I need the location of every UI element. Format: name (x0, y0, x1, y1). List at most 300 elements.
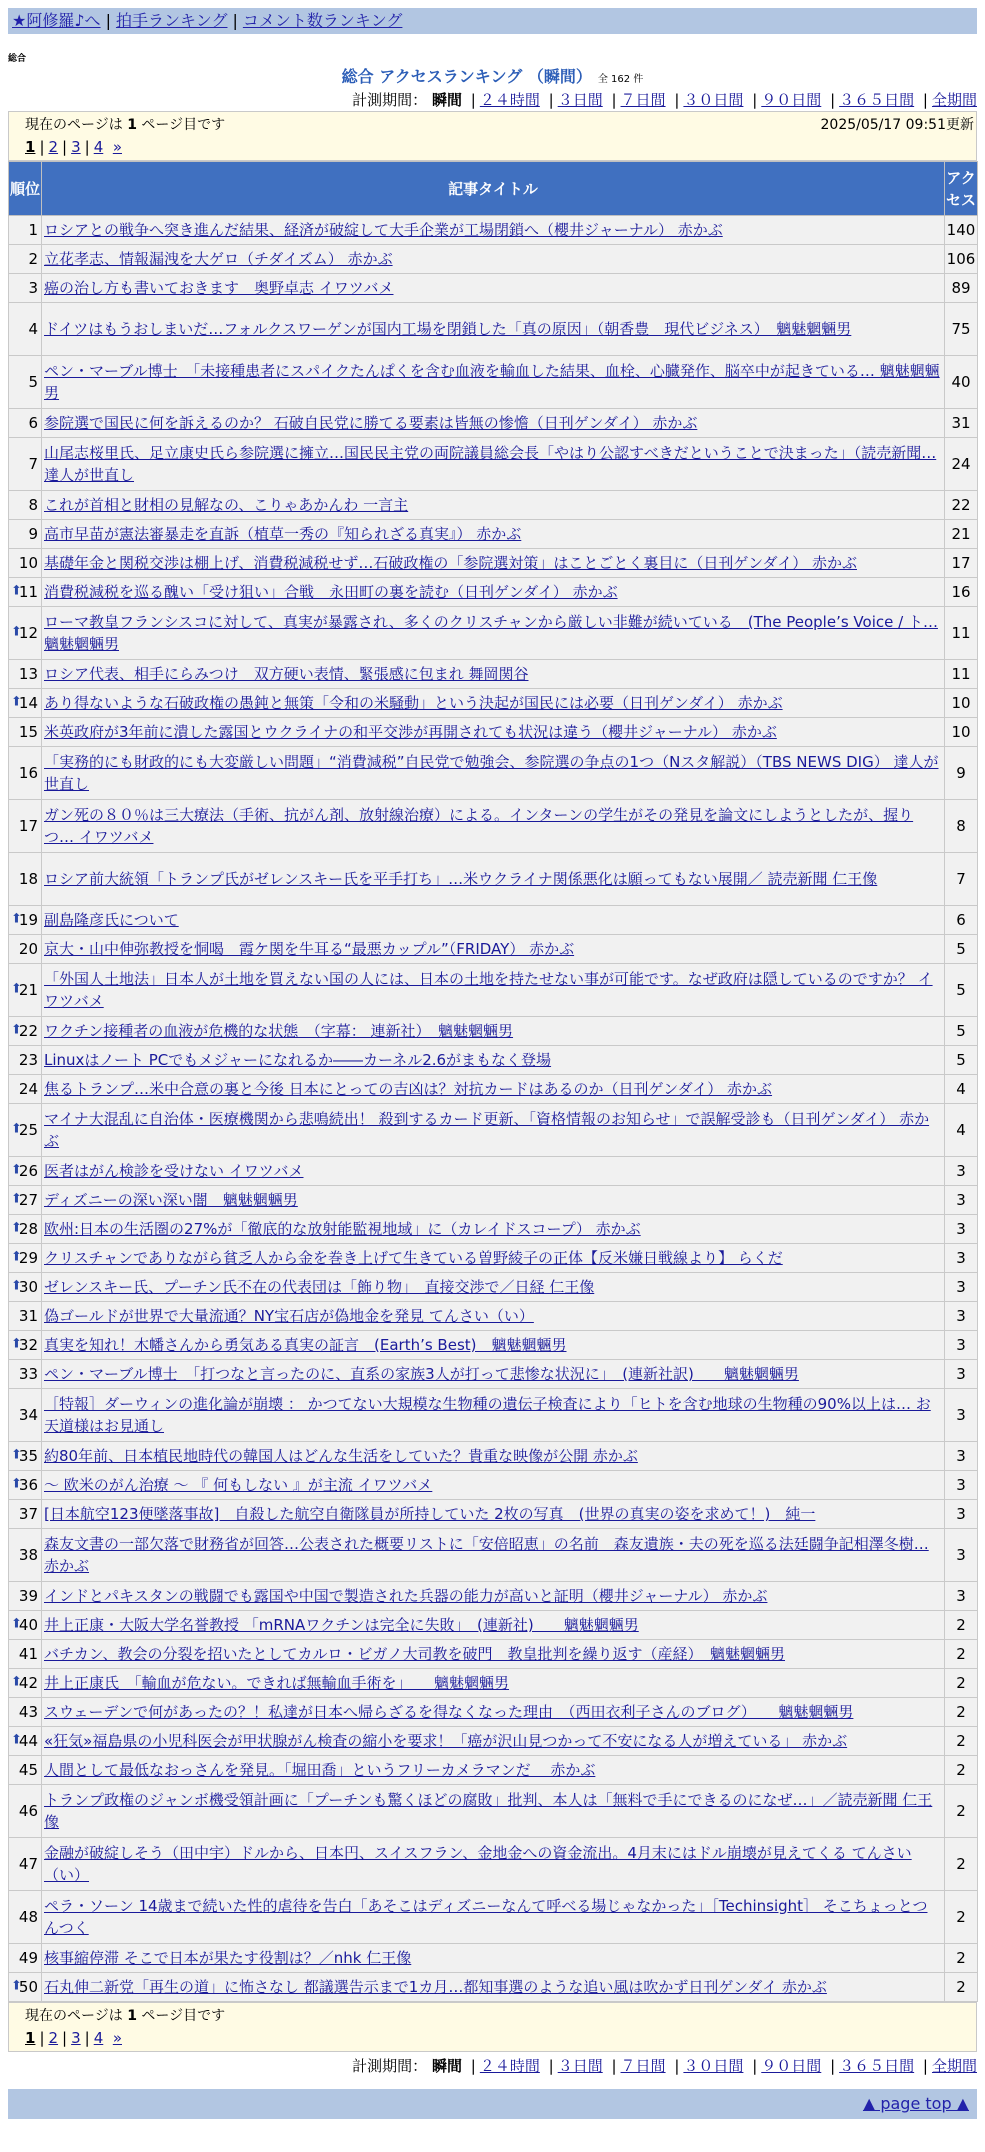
table-row (9, 303, 978, 356)
title-cell (42, 1046, 945, 1075)
title-cell (42, 578, 945, 607)
table-row (9, 1669, 978, 1698)
arrow-up-icon: ⬆ (11, 1476, 22, 1492)
page-link-3[interactable]: 3 (71, 2029, 81, 2047)
page-link-2[interactable]: 2 (48, 2029, 59, 2047)
article-link[interactable]: ワクチン接種者の血液が危機的な状態 （字幕： 連新社） 魑魅魍魎男 (44, 1022, 514, 1040)
article-link[interactable]: ガン死の８０％は三大療法（手術、抗がん剤、放射線治療）による。インターンの学生がその発見を論文にしようとしたが、握りつ… イワツバメ (44, 806, 914, 846)
access-count: 31 (945, 409, 978, 438)
access-count: 2 (945, 1891, 978, 1944)
period-link-365d[interactable]: ３６５日間 (839, 2057, 915, 2075)
rank-number: 36 (18, 1476, 38, 1494)
title-cell (42, 1838, 945, 1891)
rank-cell (9, 438, 42, 491)
article-link[interactable]: 山尾志桜里氏、足立康史氏ら参院選に擁立…国民民主党の両院議員総会長「やはり公認すべきだということで決まった」（読売新聞… 達人が世直し (44, 444, 937, 484)
rank-cell (9, 491, 42, 520)
period-current: 瞬間 (431, 2057, 462, 2075)
rank-number: 25 (18, 1121, 38, 1139)
title-cell (42, 800, 945, 853)
article-link[interactable]: 井上正康・大阪大学名誉教授 「mRNAワクチンは完全に失敗」 (連新社) 魑魅魍魎男 (44, 1616, 639, 1634)
article-link[interactable]: 立花孝志、情報漏洩を大ゲロ（チダイズム） 赤かぶ (44, 250, 393, 268)
rank-cell (9, 1157, 42, 1186)
title-cell (42, 1944, 945, 1973)
current-page-suffix: ページ目です (141, 117, 226, 133)
title-cell (42, 356, 945, 409)
comment-ranking-link[interactable]: コメント数ランキング (242, 11, 403, 30)
rank-cell (9, 1973, 42, 2002)
access-count: 11 (945, 660, 978, 689)
rank-number: 46 (18, 1802, 38, 1820)
access-count: 5 (945, 964, 978, 1017)
period-link-90d[interactable]: ９０日間 (761, 2057, 822, 2075)
table-row (9, 1186, 978, 1215)
arrow-up-icon: ⬆ (11, 1447, 22, 1463)
arrow-up-icon: ⬆ (11, 624, 22, 640)
rank-number: 17 (18, 817, 38, 835)
rank-number: 34 (18, 1406, 38, 1424)
article-link[interactable]: ドイツはもうおしまいだ…フォルクスワーゲンが国内工場を閉鎖した「真の原因」（朝香豊 現代ビジネス） 魑魅魍魎男 (44, 320, 852, 338)
title-cell (42, 1727, 945, 1756)
title-cell (42, 1244, 945, 1273)
rank-cell (9, 935, 42, 964)
title-cell (42, 1186, 945, 1215)
table-row (9, 1500, 978, 1529)
article-link[interactable]: «狂気»福島県の小児科医会が甲状腺がん検査の縮小を要求！「癌が沢山見つかって不安になる人が増えている」 赤かぶ (44, 1732, 848, 1750)
title-cell (42, 1471, 945, 1500)
article-link[interactable]: 「外国人土地法」日本人が土地を買えない国の人には、日本の土地を持たせない事が可能です。なぜ政府は隠しているのですか？ イワツバメ (44, 970, 933, 1010)
clap-ranking-link[interactable]: 拍手ランキング (115, 11, 228, 30)
article-link[interactable]: 真実を知れ！木幡さんから勇気ある真実の証言 (Earth’s Best) 魑魅魍魎男 (44, 1336, 567, 1354)
title-cell (42, 1500, 945, 1529)
table-row (9, 1611, 978, 1640)
title-cell (42, 853, 945, 906)
rank-cell (9, 1500, 42, 1529)
title-cell (42, 660, 945, 689)
access-count: 5 (945, 1017, 978, 1046)
period-link-30d[interactable]: ３０日間 (683, 91, 744, 109)
article-link[interactable]: これが首相と財相の見解なの、こりゃあかんわ 一言主 (44, 496, 409, 514)
column-rank-header: 順位 (9, 162, 42, 216)
arrow-up-icon: ⬆ (11, 694, 22, 710)
table-row (9, 274, 978, 303)
title-cell (42, 438, 945, 491)
rank-cell (9, 245, 42, 274)
current-page-info-bottom (25, 2006, 960, 2027)
access-count: 9 (945, 747, 978, 800)
rank-number: 12 (18, 624, 38, 642)
access-count: 5 (945, 1046, 978, 1075)
access-count: 2 (945, 1756, 978, 1785)
rank-number: 10 (18, 554, 38, 572)
article-link[interactable]: 偽ゴールドが世界で大量流通？NY宝石店が偽地金を発見 てんさい（い） (44, 1307, 534, 1325)
rank-cell (9, 1244, 42, 1273)
title-cell (42, 689, 945, 718)
rank-cell (9, 1360, 42, 1389)
rank-number: 48 (18, 1908, 38, 1926)
title-cell (42, 520, 945, 549)
period-link-all[interactable]: 全期間 (931, 91, 977, 109)
table-row (9, 491, 978, 520)
rank-number: 35 (18, 1447, 38, 1465)
current-page-text: 現在のページは (25, 2008, 123, 2024)
access-count: 3 (945, 1471, 978, 1500)
rank-number: 32 (18, 1336, 38, 1354)
article-link[interactable]: 金融が破綻しそう（田中宇）ドルから、日本円、スイスフラン、金地金への資金流出。4月末にはドル崩壊が見えてくる てんさい（い） (44, 1844, 912, 1884)
period-selector: 計測期間： 瞬間 | ２４時間 | ３日間 | ７日間 | ３０日間 | ９０日間 | ３６５日間 | 全期間 (352, 91, 977, 109)
rank-cell (9, 1669, 42, 1698)
article-link[interactable]: ～ 欧米のがん治療 ～ 『 何もしない 』が主流 イワツバメ (44, 1476, 433, 1494)
access-count: 6 (945, 906, 978, 935)
title-cell (42, 1698, 945, 1727)
rank-cell (9, 853, 42, 906)
rank-number: 28 (18, 1220, 38, 1238)
title-cell (42, 1302, 945, 1331)
rank-cell (9, 607, 42, 660)
rank-cell (9, 1389, 42, 1442)
page-title (0, 65, 985, 89)
table-row (9, 1582, 978, 1611)
title-cell (42, 747, 945, 800)
table-row (9, 438, 978, 491)
access-count: 3 (945, 1500, 978, 1529)
article-link[interactable]: 核事縮停滞 そこで日本が果たす役割は？／nhk 仁王像 (44, 1949, 412, 1967)
article-link[interactable]: 医者はがん検診を受けない イワツバメ (44, 1162, 304, 1180)
rank-number: 2 (28, 250, 38, 268)
access-count: 2 (945, 1727, 978, 1756)
arrow-up-icon: ⬆ (11, 981, 22, 997)
table-row (9, 549, 978, 578)
rank-cell (9, 660, 42, 689)
title-cell (42, 1273, 945, 1302)
article-link[interactable]: [日本航空123便墜落事故] 自殺した航空自衛隊員が所持していた 2枚の写真 (世界の真実の姿を求めて！) 純一 (44, 1505, 816, 1523)
current-page-suffix: ページ目です (141, 2008, 226, 2024)
access-count: 7 (945, 853, 978, 906)
rank-number: 49 (18, 1949, 38, 1967)
article-link[interactable]: 人間として最低なおっさんを発見。「堀田喬」というフリーカメラマンだ 赤かぶ (44, 1761, 596, 1779)
rank-cell (9, 1529, 42, 1582)
title-cell (42, 1785, 945, 1838)
period-link-all[interactable]: 全期間 (931, 2057, 977, 2075)
article-link[interactable]: インドとパキスタンの戦闘でも露国や中国で製造された兵器の能力が高いと証明（櫻井ジャーナル） 赤かぶ (44, 1587, 768, 1605)
article-link[interactable]: 焦るトランプ…米中合意の裏と今後 日本にとっての吉凶は？対抗カードはあるのか（日刊ゲンダイ） 赤かぶ (44, 1080, 773, 1098)
rank-number: 27 (18, 1191, 38, 1209)
rank-cell (9, 1640, 42, 1669)
article-link[interactable]: 約80年前、日本植民地時代の韓国人はどんな生活をしていた？貴重な映像が公開 赤かぶ (44, 1447, 638, 1465)
access-count: 5 (945, 935, 978, 964)
nav-separator: | (232, 11, 238, 30)
page-link-3[interactable]: 3 (71, 138, 81, 156)
page-link-2[interactable]: 2 (48, 138, 59, 156)
rank-cell (9, 1215, 42, 1244)
access-count: 3 (945, 1186, 978, 1215)
article-link[interactable]: 京大・山中伸弥教授を恫喝 霞ケ関を牛耳る“最悪カップル”（FRIDAY） 赤かぶ (44, 940, 575, 958)
access-count: 24 (945, 438, 978, 491)
period-link-24h[interactable]: ２４時間 (479, 2057, 540, 2075)
rank-cell (9, 1471, 42, 1500)
period-link-30d[interactable]: ３０日間 (683, 2057, 744, 2075)
rank-cell (9, 1756, 42, 1785)
article-link[interactable]: ローマ教皇フランシスコに対して、真実が暴露され、多くのクリスチャンから厳しい非難が続いている (The People’s Voice / ト… 魑魅魍魎男 (44, 613, 938, 653)
rank-number: 43 (18, 1703, 38, 1721)
title-cell (42, 906, 945, 935)
article-link[interactable]: ペラ・ソーン 14歳まで続いた性的虐待を告白「あそこはディズニーなんて呼べる場じゃなかった」［Techinsight］ そこちょっとつんつく (44, 1897, 928, 1937)
rank-number: 24 (18, 1080, 38, 1098)
rank-number: 1 (28, 221, 38, 239)
table-row (9, 1727, 978, 1756)
article-link[interactable]: 参院選で国民に何を訴えるのか？ 石破自民党に勝てる要素は皆無の惨憺（日刊ゲンダイ） 赤かぶ (44, 414, 698, 432)
ranking-body (9, 216, 978, 2002)
rank-number: 7 (28, 455, 38, 473)
access-count: 3 (945, 1442, 978, 1471)
rank-cell (9, 578, 42, 607)
column-title-header: 記事タイトル (42, 162, 945, 216)
page-title-text: 総合 アクセスランキング （瞬間） (341, 67, 592, 86)
title-cell (42, 1017, 945, 1046)
rank-number: 23 (18, 1051, 38, 1069)
article-link[interactable]: 米英政府が3年前に潰した露国とウクライナの和平交渉が再開されても状況は違う（櫻井ジャーナル） 赤かぶ (44, 723, 777, 741)
rank-number: 4 (28, 320, 38, 338)
rank-cell (9, 409, 42, 438)
access-count: 10 (945, 718, 978, 747)
title-cell (42, 491, 945, 520)
access-count: 2 (945, 1669, 978, 1698)
rank-number: 44 (18, 1732, 38, 1750)
article-link[interactable]: ディズニーの深い深い闇 魑魅魍魎男 (44, 1191, 298, 1209)
article-link[interactable]: バチカン、教会の分裂を招いたとしてカルロ・ビガノ大司教を破門 教皇批判を繰り返す（産経） 魑魅魍魎男 (44, 1645, 786, 1663)
period-link-7d[interactable]: ７日間 (620, 2057, 666, 2075)
rank-cell (9, 216, 42, 245)
title-cell (42, 274, 945, 303)
rank-cell (9, 906, 42, 935)
title-cell (42, 607, 945, 660)
period-link-90d[interactable]: ９０日間 (761, 91, 822, 109)
article-link[interactable]: 消費税減税を巡る醜い「受け狙い」合戦 永田町の裏を読む（日刊ゲンダイ） 赤かぶ (44, 583, 618, 601)
table-row (9, 1640, 978, 1669)
access-count: 2 (945, 1785, 978, 1838)
current-page-number: 1 (127, 117, 137, 133)
title-cell (42, 1640, 945, 1669)
next-page-link[interactable]: » (112, 138, 122, 156)
rank-number: 15 (18, 723, 38, 741)
article-link[interactable]: 副島隆彦氏について (44, 911, 179, 929)
title-cell (42, 1756, 945, 1785)
title-cell (42, 718, 945, 747)
article-link[interactable]: 石丸伸二新党「再生の道」に怖さなし 都議選告示まで1カ月…都知事選のような追い風は吹かず日刊ゲンダイ 赤かぶ (44, 1978, 827, 1996)
title-cell (42, 1075, 945, 1104)
page-link-4[interactable]: 4 (93, 2029, 104, 2047)
table-row (9, 1785, 978, 1838)
article-link[interactable]: 欧州:日本の生活圏の27%が「徹底的な放射能監視地域」に（カレイドスコープ） 赤かぶ (44, 1220, 641, 1238)
title-cell (42, 1157, 945, 1186)
rank-number: 13 (18, 665, 38, 683)
arrow-up-icon: ⬆ (11, 911, 22, 927)
title-cell (42, 409, 945, 438)
table-row (9, 520, 978, 549)
article-link[interactable]: Linuxはノート PCでもメジャーになれるか――カーネル2.6がまもなく登場 (44, 1051, 552, 1069)
article-link[interactable]: ［特報］ダーウィンの進化論が崩壊 ： かつてない大規模な生物種の遺伝子検査により「ヒトを含む地球の生物種の90%以上は… お天道様はお見通し (44, 1395, 931, 1435)
rank-number: 38 (18, 1546, 38, 1564)
table-header-row (9, 162, 978, 216)
rank-number: 42 (18, 1674, 38, 1692)
access-count: 3 (945, 1273, 978, 1302)
rank-cell (9, 1442, 42, 1471)
article-link[interactable]: ペン・マーブル博士 「打つなと言ったのに、直系の家族3人が打って悲惨な状況に」 (連新社訳) 魑魅魍魎男 (44, 1365, 799, 1383)
access-count: 16 (945, 578, 978, 607)
next-page-link[interactable]: » (112, 2029, 122, 2047)
rank-cell (9, 1698, 42, 1727)
title-cell (42, 935, 945, 964)
article-link[interactable]: あり得ないような石破政権の愚鈍と無策「令和の米騒動」という決起が国民には必要（日刊ゲンダイ） 赤かぶ (44, 694, 783, 712)
access-count: 11 (945, 607, 978, 660)
table-row (9, 578, 978, 607)
arrow-up-icon: ⬆ (11, 1162, 22, 1178)
rank-number: 47 (18, 1855, 38, 1873)
table-row (9, 1756, 978, 1785)
pagination: 1 | 2 | 3 | 4 » (25, 138, 122, 156)
access-count: 3 (945, 1389, 978, 1442)
article-link[interactable]: 高市早苗が憲法審暴走を直訴（植草一秀の『知られざる真実』） 赤かぶ (44, 525, 522, 543)
period-link-3d[interactable]: ３日間 (557, 2057, 603, 2075)
rank-cell (9, 303, 42, 356)
rank-number: 40 (18, 1616, 38, 1634)
table-row (9, 1529, 978, 1582)
article-link[interactable]: スウェーデンで何があったの？！私達が日本へ帰らざるを得なくなった理由 （西田衣利子さんのブログ） 魑魅魍魎男 (44, 1703, 854, 1721)
article-link[interactable]: ロシア代表、相手にらみつけ 双方硬い表情、緊張感に包まれ 舞岡関谷 (44, 665, 529, 683)
access-count: 2 (945, 1973, 978, 2002)
home-link[interactable]: ★阿修羅♪へ (12, 11, 101, 30)
rank-number: 20 (18, 940, 38, 958)
table-row (9, 1075, 978, 1104)
table-row (9, 1046, 978, 1075)
rank-cell (9, 747, 42, 800)
table-row (9, 409, 978, 438)
title-cell (42, 549, 945, 578)
table-row (9, 1973, 978, 2002)
title-cell (42, 1389, 945, 1442)
rank-number: 8 (28, 496, 38, 514)
access-count: 106 (945, 245, 978, 274)
article-link[interactable]: 「実務的にも財政的にも大変厳しい問題」“消費減税”自民党で勉強会、参院選の争点の1つ（Nスタ解説）（TBS NEWS DIG） 達人が世直し (44, 753, 939, 793)
article-link[interactable]: ゼレンスキー氏、プーチン氏不在の代表団は「飾り物」 直接交渉で／日経 仁王像 (44, 1278, 595, 1296)
rank-number: 26 (18, 1162, 38, 1180)
page-info-box (8, 111, 977, 161)
title-cell (42, 1442, 945, 1471)
arrow-up-icon: ⬆ (11, 1278, 22, 1294)
rank-cell (9, 1046, 42, 1075)
access-count: 3 (945, 1360, 978, 1389)
arrow-up-icon: ⬆ (11, 1191, 22, 1207)
page-info-box-bottom (8, 2002, 977, 2052)
article-link[interactable]: ロシアとの戦争へ突き進んだ結果、経済が破綻して大手企業が工場閉鎖へ（櫻井ジャーナル） 赤かぶ (44, 221, 723, 239)
title-cell (42, 1891, 945, 1944)
page-top-link[interactable]: ▲ page top ▲ (862, 2094, 969, 2113)
rank-number: 39 (18, 1587, 38, 1605)
period-link-7d[interactable]: ７日間 (620, 91, 666, 109)
arrow-up-icon: ⬆ (11, 1249, 22, 1265)
table-row (9, 853, 978, 906)
table-row (9, 689, 978, 718)
access-count: 2 (945, 1944, 978, 1973)
rank-cell (9, 964, 42, 1017)
title-cell (42, 1582, 945, 1611)
table-row (9, 1273, 978, 1302)
period-link-24h[interactable]: ２４時間 (479, 91, 540, 109)
period-link-3d[interactable]: ３日間 (557, 91, 603, 109)
arrow-up-icon: ⬆ (11, 1732, 22, 1748)
access-count: 3 (945, 1302, 978, 1331)
article-link[interactable]: 癌の治し方も書いておきます 奥野卓志 イワツバメ (44, 279, 394, 297)
nav-separator: | (105, 11, 111, 30)
title-cell (42, 245, 945, 274)
article-link[interactable]: ペン・マーブル博士 「未接種患者にスパイクたんぱくを含む血液を輸血した結果、血栓、心臓発作、脳卒中が起きている… 魑魅魍魎男 (44, 362, 940, 402)
access-count: 89 (945, 274, 978, 303)
current-page-number: 1 (127, 2008, 137, 2024)
access-count: 10 (945, 689, 978, 718)
access-count: 17 (945, 549, 978, 578)
rank-number: 5 (28, 373, 38, 391)
article-link[interactable]: マイナ大混乱に自治体・医療機関から悲鳴続出！ 殺到するカード更新、「資格情報のお知らせ」で誤解受診も（日刊ゲンダイ） 赤かぶ (44, 1110, 930, 1150)
arrow-up-icon: ⬆ (11, 1121, 22, 1137)
rank-cell (9, 520, 42, 549)
arrow-up-icon: ⬆ (11, 583, 22, 599)
updated-timestamp: 2025/05/17 09:51更新 (820, 117, 974, 133)
bottom-nav-bar (8, 2089, 977, 2119)
rank-cell (9, 1017, 42, 1046)
article-link[interactable]: 井上正康氏 「輸血が危ない。できれば無輸血手術を」 魑魅魍魎男 (44, 1674, 510, 1692)
rank-number: 41 (18, 1645, 38, 1663)
rank-cell (9, 689, 42, 718)
table-row (9, 1331, 978, 1360)
access-count: 21 (945, 520, 978, 549)
table-row (9, 964, 978, 1017)
access-count: 2 (945, 1611, 978, 1640)
access-count: 2 (945, 1838, 978, 1891)
article-link[interactable]: クリスチャンでありながら貧乏人から金を巻き上げて生きている曽野綾子の正体【反米嫌日戦線より】 らくだ (44, 1249, 783, 1267)
rank-cell (9, 356, 42, 409)
arrow-up-icon: ⬆ (11, 1022, 22, 1038)
access-count: 40 (945, 356, 978, 409)
column-access-header: アクセス (945, 162, 978, 216)
rank-cell (9, 1944, 42, 1973)
rank-number: 16 (18, 764, 38, 782)
article-link[interactable]: ロシア前大統領「トランプ氏がゼレンスキー氏を平手打ち」…米ウクライナ関係悪化は願ってもない展開／ 読売新聞 仁王像 (44, 870, 878, 888)
arrow-up-icon: ⬆ (11, 1336, 22, 1352)
page-link-4[interactable]: 4 (93, 138, 104, 156)
table-row (9, 1838, 978, 1891)
rank-number: 18 (18, 870, 38, 888)
article-link[interactable]: 森友文書の一部欠落で財務省が回答…公表された概要リストに「安倍昭恵」の名前 森友遺族・夫の死を巡る法廷闘争記相澤冬樹… 赤かぶ (44, 1535, 929, 1575)
arrow-up-icon: ⬆ (11, 1674, 22, 1690)
rank-number: 29 (18, 1249, 38, 1267)
access-count: 8 (945, 800, 978, 853)
period-label: 計測期間： (352, 2057, 428, 2075)
rank-cell (9, 1785, 42, 1838)
arrow-up-icon: ⬆ (11, 1220, 22, 1236)
period-link-365d[interactable]: ３６５日間 (839, 91, 915, 109)
arrow-up-icon: ⬆ (11, 1978, 22, 1994)
table-row (9, 1302, 978, 1331)
article-link[interactable]: 基礎年金と関税交渉は棚上げ、消費税減税せず…石破政権の「参院選対策」はことごとく裏目に（日刊ゲンダイ） 赤かぶ (44, 554, 857, 572)
access-count: 3 (945, 1582, 978, 1611)
article-link[interactable]: トランプ政権のジャンボ機受領計画に「プーチンも驚くほどの腐敗」批判、本人は「無料で手にできるのになぜ…」／読売新聞 仁王像 (44, 1791, 933, 1831)
rank-cell (9, 1186, 42, 1215)
access-count: 3 (945, 1244, 978, 1273)
rank-number: 19 (18, 911, 38, 929)
table-row (9, 1104, 978, 1157)
access-count: 22 (945, 491, 978, 520)
table-row (9, 216, 978, 245)
rank-cell (9, 1727, 42, 1756)
